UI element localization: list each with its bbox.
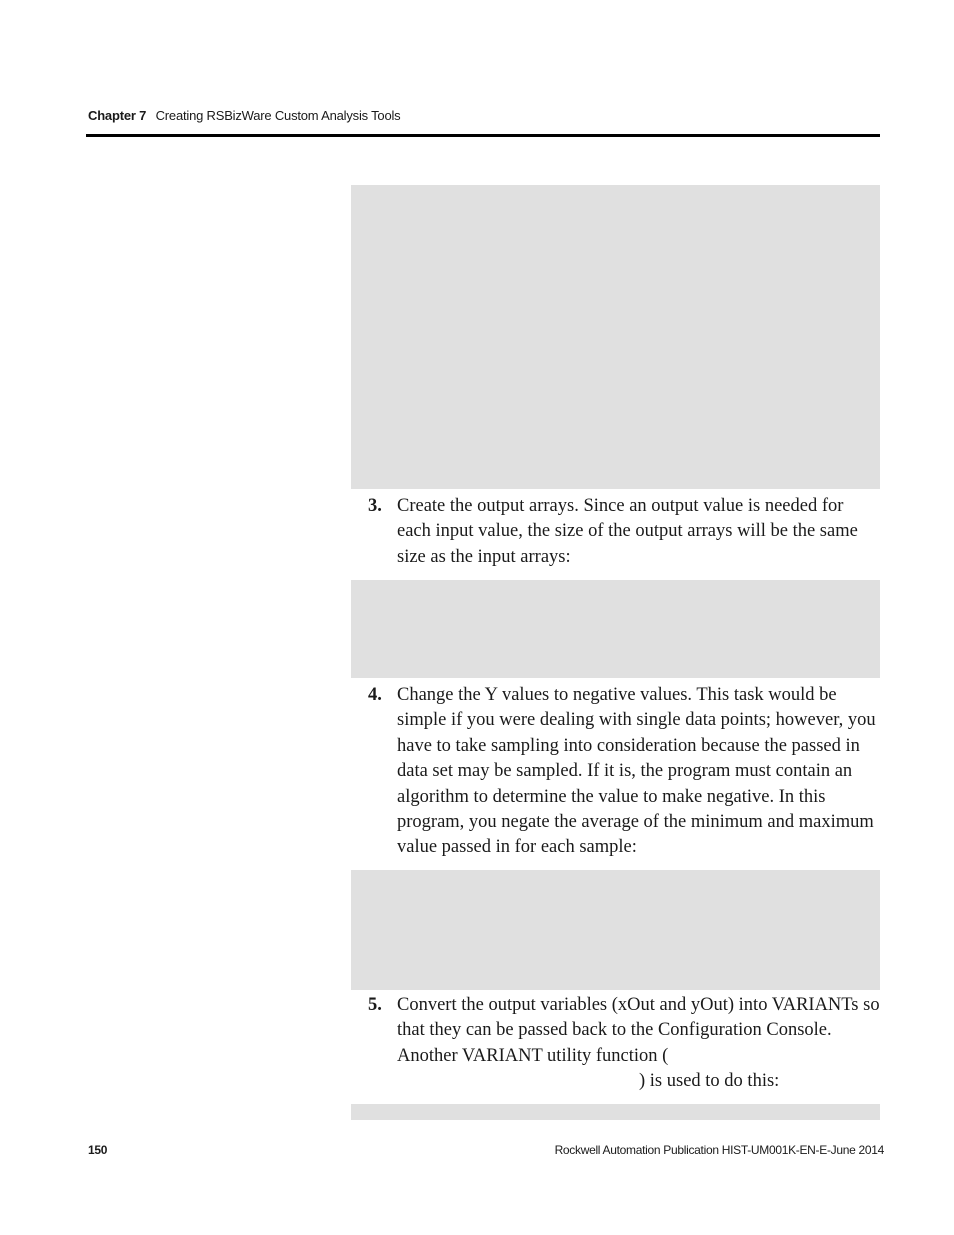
step-text-after: ) is used to do this:: [639, 1071, 780, 1092]
code-block-4: [351, 1104, 880, 1120]
step-text: Create the output arrays. Since an output value is needed for each input value, the size of the output arrays will be the same size as the input arrays:: [397, 496, 858, 567]
step-number: 4.: [368, 685, 382, 705]
step-number: 3.: [368, 496, 382, 516]
step-5: [368, 993, 880, 1095]
code-block-3: [351, 870, 880, 990]
step-text-before: Convert the output variables (xOut and yOut) into VARIANTs so that they can be passed back to the Configuration Console. Another VARIANT utility function (: [397, 995, 880, 1066]
code-block-2: [351, 580, 880, 678]
step-text: Change the Y values to negative values. This task would be simple if you were dealing with single data points; however, you have to take sampling into consideration because the passed in data set may be sampled. If it is, the program must contain an algorithm to determine the value to make negative. In this program, you negate the average of the minimum and maximum value passed in for each sample:: [397, 685, 876, 858]
step-number: 5.: [368, 995, 382, 1015]
publication-info: Rockwell Automation Publication HIST-UM001K-EN-E-June 2014: [554, 1143, 884, 1157]
header-rule: [86, 134, 880, 137]
chapter-label: Chapter 7: [88, 108, 147, 123]
page-header: [88, 108, 400, 123]
code-block-1: [351, 185, 880, 489]
step-4: [368, 683, 880, 861]
chapter-title: Creating RSBizWare Custom Analysis Tools: [155, 108, 401, 123]
page-number: 150: [88, 1143, 108, 1157]
step-3: [368, 494, 880, 570]
step-text: [397, 993, 880, 1095]
